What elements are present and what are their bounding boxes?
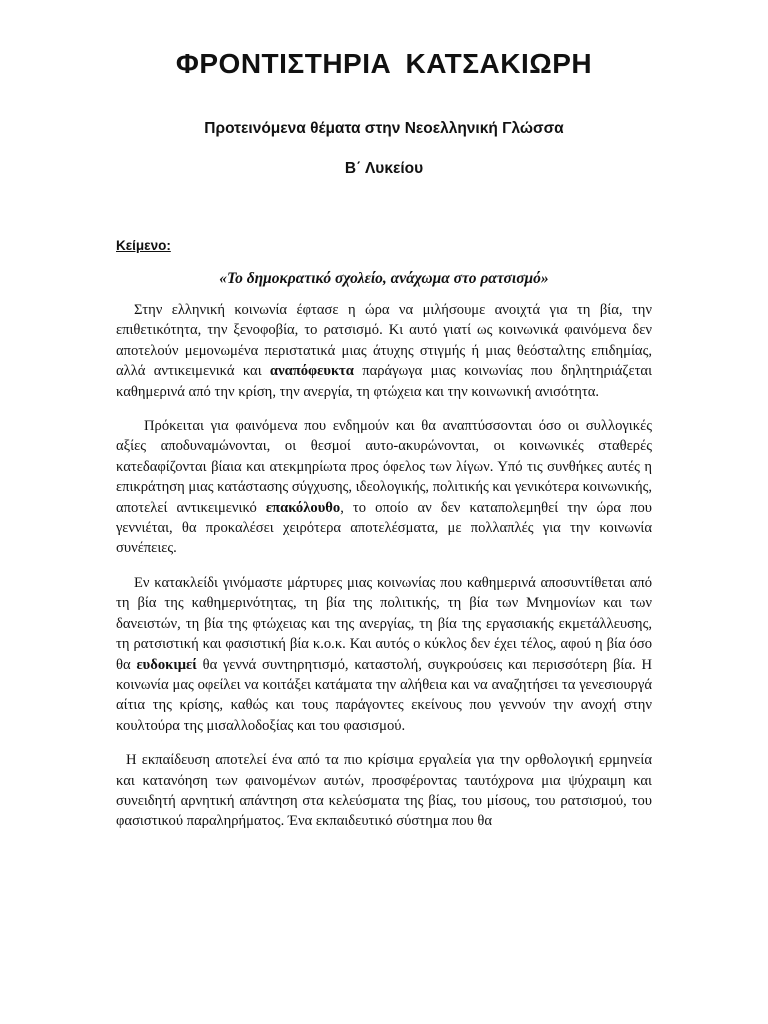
paragraph-3-part-b: θα γεννά συντηρητισμό, καταστολή, συγκρούσεις και περισσότερη βία. Η κοινωνία μας οφείλει να κοιτάξει κατάματα την αλήθεια και να αναζητήσει τα γενεσιουργά αίτια της κρίσης, καθώς και τους παράγοντες εκείνους που γεννούν την ανοχή στην κουλτούρα της μισαλλοδοξίας και του φασισμού. [116,656,652,734]
page-title: ΦΡΟΝΤΙΣΤΗΡΙΑ ΚΑΤΣΑΚΙΩΡΗ [175,48,593,79]
paragraph-4: Η εκπαίδευση αποτελεί ένα από τα πιο κρίσιμα εργαλεία για την ορθολογική ερμηνεία και κατανόηση των φαινομένων αυτών, προσφέροντας ταυτόχρονα μια ψύχραιμη και συνειδητή αρνητική απάντηση στα κελεύσματα της βίας, του μίσους, του ρατσισμού, του φασιστικού παραληρήματος. Ένα εκπαιδευτικό σύστημα που θα [116,752,652,830]
paragraph-2 [116,416,652,559]
paragraph-2-part-a: Πρόκειται για φαινόμενα που ενδημούν και θα αναπτύσσονται όσο οι συλλογικές αξίες αποδυναμώνονται, οι θεσμοί αυτο-ακυρώνονται, οι κοινωνικές σταθερές κατεδαφίζονται βίαια και ατεκμηρίωτα προς όφελος των λίγων. Υπό τις συνθήκες αυτές η επικράτηση μιας κατάστασης σύγχυσης, ιδεολογικής, πολιτικής και γενικότερα κοινωνικής, αποτελεί αντικειμενικό [116,418,653,516]
page-subtitle: Προτεινόμενα θέματα στην Νεοελληνική Γλώσσα [204,120,564,137]
paragraph-1-bold-word: αναπόφευκτα [269,363,354,380]
paragraph-1-part-b: παράγωγα μιας κοινωνίας που δηλητηριάζεται καθημερινά από την κρίση, την ανεργία, τη φτώχεια και την κοινωνική ανισότητα. [116,363,653,400]
paragraph-1-part-a: Στην ελληνική κοινωνία έφτασε η ώρα να μιλήσουμε ανοιχτά για τη βία, την επιθετικότητα, την ξενοφοβία, το ρατσισμό. Κι αυτό γιατί ως κοινωνικά φαινόμενα δεν αποτελούν μεμονωμένα περιστατικά μιας άτυχης στιγμής ή μιας θεόσταλτης επιδημίας, αλλά αντικειμενικά και [116,302,652,380]
paragraph-1 [116,300,652,402]
text-body [116,300,652,846]
paragraph-3 [116,573,652,736]
paragraph-3-bold-word: ευδοκιμεί [136,656,197,673]
section-label: Κείμενο: [116,238,171,253]
paragraph-2-part-b: , το οποίο αν δεν καταπολεμηθεί την ώρα που γεννιέται, θα προκαλέσει χειρότερα αποτελέσματα, με πολλαπλές για την κοινωνία συνέπειες. [116,499,653,557]
paragraph-3-part-a: Εν κατακλείδι γινόμαστε μάρτυρες μιας κοινωνίας που καθημερινά αποσυντίθεται από τη βία της καθημερινότητας, τη βία της πολιτικής, τη βία των Μνημονίων και των δανειστών, τη βία της φτώχειας και της ανεργίας, τη βία της εργασιακής εκμετάλλευσης, τη ρατσιστική και φασιστική βία κ.ο.κ. Και αυτός ο κύκλος δεν έχει τέλος, αφού η βία όσο θα [116,574,652,673]
text-heading: «Το δημοκρατικό σχολείο, ανάχωμα στο ρατσισμό» [219,270,549,287]
paragraph-2-bold-word: επακόλουθο [265,499,341,516]
grade-level: Β΄ Λυκείου [344,160,424,177]
